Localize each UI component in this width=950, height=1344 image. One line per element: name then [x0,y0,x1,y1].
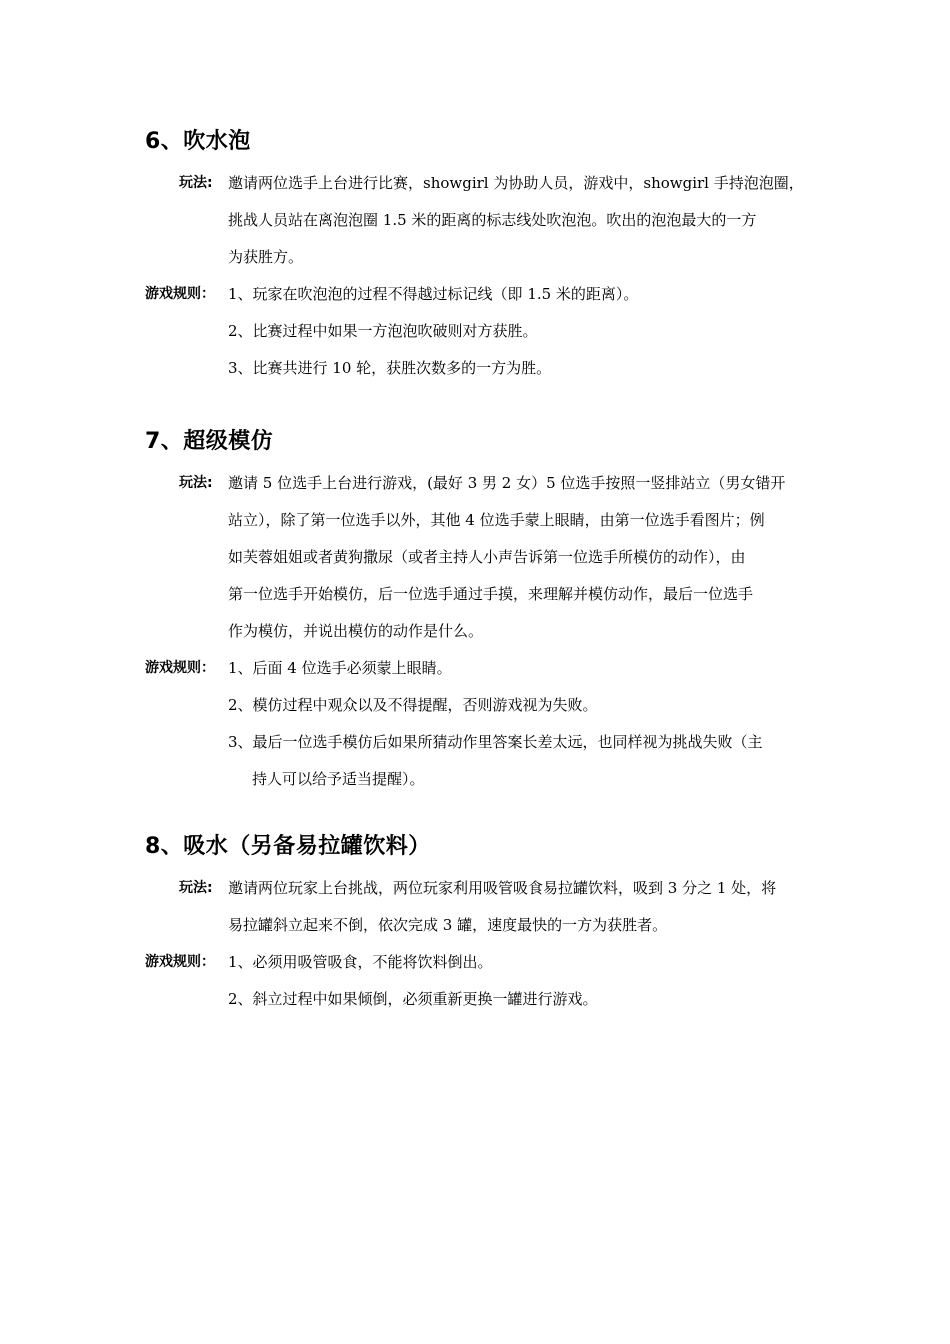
play-line: 易拉罐斜立起来不倒，依次完成 3 罐，速度最快的一方为获胜者。 [228,916,668,934]
play-line: 邀请 5 位选手上台进行游戏，(最好 3 男 2 女）5 位选手按照一竖排站立（男女错开 [228,474,786,492]
rule-item: 1、必须用吸管吸食，不能将饮料倒出。 [228,953,493,971]
play-line: 如芙蓉姐姐或者黄狗撒尿（或者主持人小声告诉第一位选手所模仿的动作），由 [228,548,746,566]
game-rules [145,944,810,1018]
section-title: 8、吸水（另备易拉罐饮料） [145,834,431,859]
rules-label: 游戏规则： [145,954,215,970]
play-description [145,465,810,650]
play-label: 玩法: [179,475,213,491]
rule-item: 3、最后一位选手模仿后如果所猜动作里答案长差太远，也同样视为挑战失败（主 [228,733,763,751]
play-description [145,870,810,944]
play-line: 第一位选手开始模仿，后一位选手通过手摸，来理解并模仿动作，最后一位选手 [228,585,754,603]
play-line: 作为模仿，并说出模仿的动作是什么。 [228,622,484,640]
rule-item-continuation: 持人可以给予适当提醒）。 [252,770,425,788]
rule-item: 1、后面 4 位选手必须蒙上眼睛。 [228,659,452,677]
game-rules [145,650,810,798]
section-super-imitation [145,425,810,798]
rule-item: 2、斜立过程中如果倾倒，必须重新更换一罐进行游戏。 [228,990,598,1008]
play-line: 站立），除了第一位选手以外，其他 4 位选手蒙上眼睛，由第一位选手看图片；例 [228,511,765,529]
rule-item: 2、比赛过程中如果一方泡泡吹破则对方获胜。 [228,322,538,340]
play-line: 为获胜方。 [228,248,304,266]
rules-label: 游戏规则： [145,286,215,302]
section-blow-bubbles [145,125,810,387]
rules-label: 游戏规则： [145,660,215,676]
play-label: 玩法: [179,175,213,191]
play-label: 玩法: [179,880,213,896]
play-line: 挑战人员站在离泡泡圈 1.5 米的距离的标志线处吹泡泡。吹出的泡泡最大的一方 [228,211,757,229]
rule-item: 1、玩家在吹泡泡的过程不得越过标记线（即 1.5 米的距离）。 [228,285,639,303]
section-title: 6、吹水泡 [145,129,251,154]
rule-item: 3、比赛共进行 10 轮，获胜次数多的一方为胜。 [228,359,552,377]
play-line: 邀请两位选手上台进行比赛，showgirl 为协助人员，游戏中，showgirl 手持泡泡圈， [228,174,804,192]
section-sip-water [145,830,810,1018]
rule-item: 2、模仿过程中观众以及不得提醒，否则游戏视为失败。 [228,696,598,714]
play-description [145,165,810,276]
game-rules [145,276,810,387]
play-line: 邀请两位玩家上台挑战，两位玩家利用吸管吸食易拉罐饮料，吸到 3 分之 1 处，将 [228,879,777,897]
section-title: 7、超级模仿 [145,429,274,454]
